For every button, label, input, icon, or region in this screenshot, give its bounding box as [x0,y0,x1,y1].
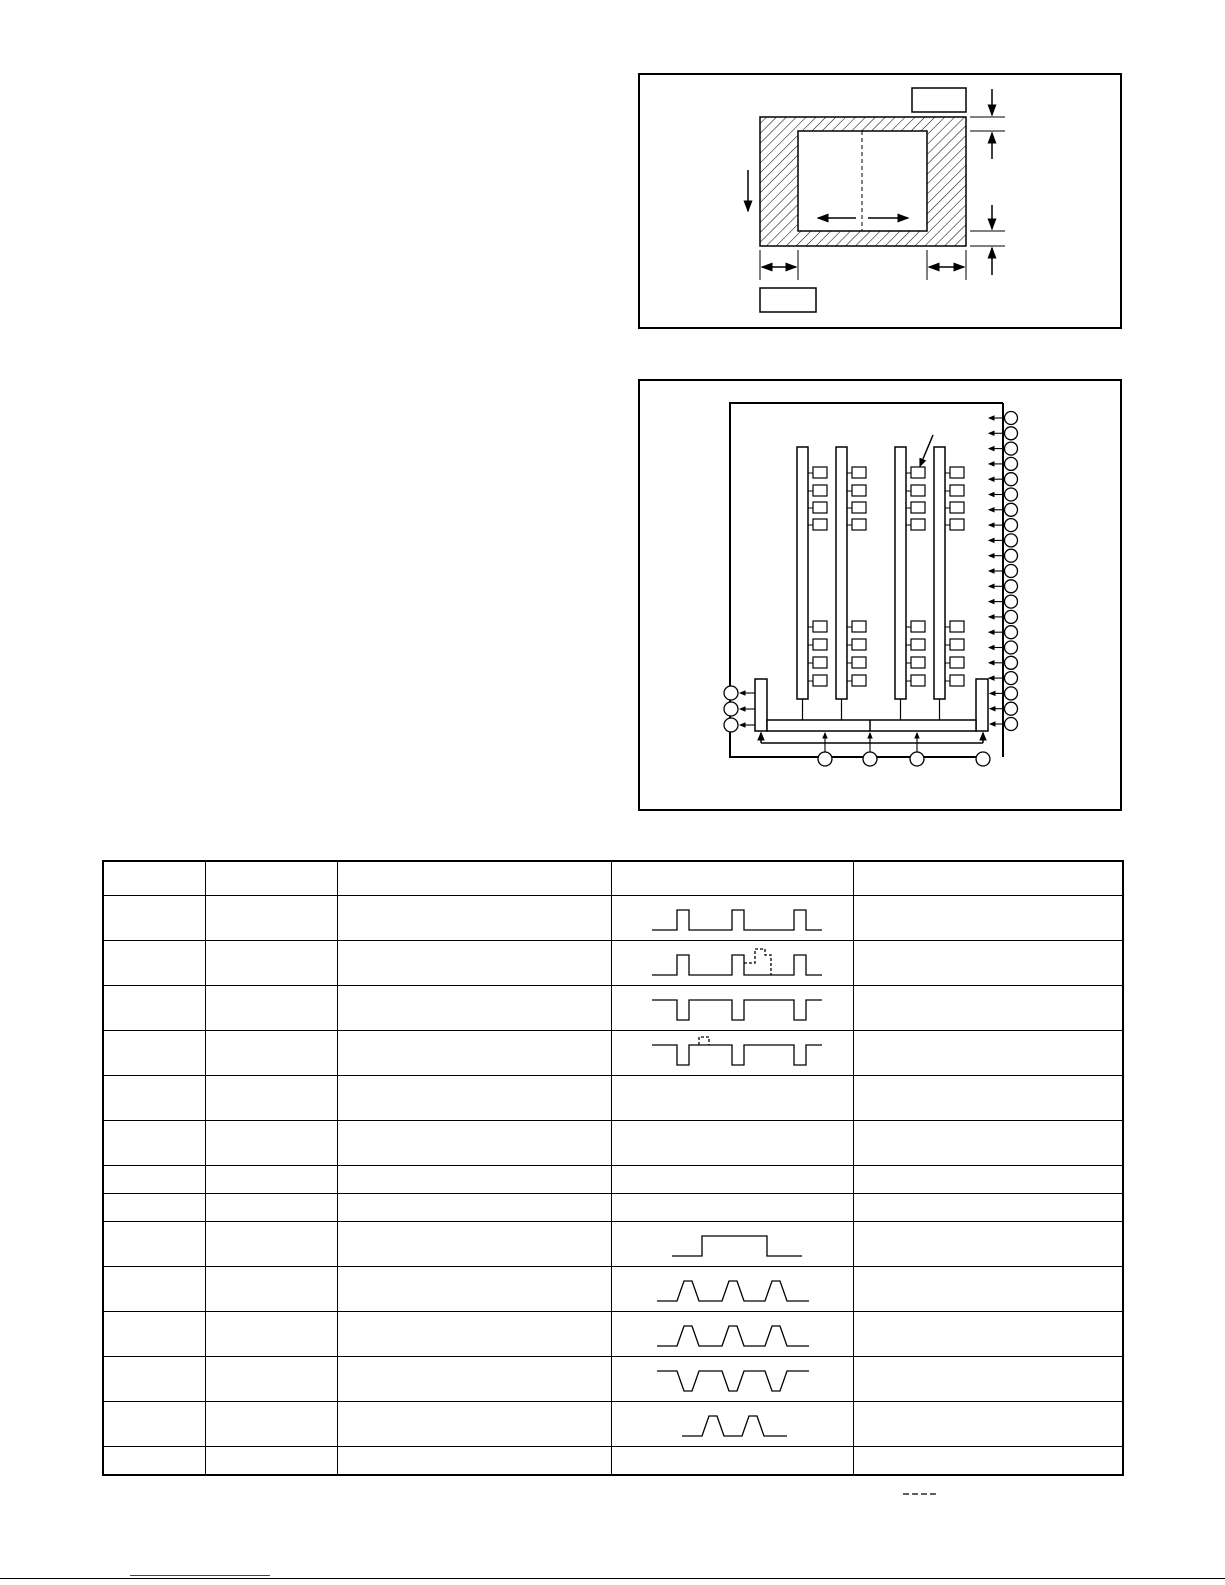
col-header-3 [337,861,611,896]
table-row [103,1166,1123,1194]
table-cell [337,1402,611,1447]
pixel-cell [911,621,925,632]
waveform-pulse-low-3-dashed [637,1035,827,1071]
right-terminal-pin [1005,687,1018,700]
table-row [103,1402,1123,1447]
table-row [103,896,1123,941]
waveform-trace [652,1000,822,1020]
pixel-cell [852,621,866,632]
table-cell [205,1076,337,1121]
table-row [103,1222,1123,1267]
pixel-cell [950,502,964,513]
pixel-cell [950,485,964,496]
waveform-cell [611,1312,853,1357]
table-row [103,1121,1123,1166]
vertical-shift-register-4 [934,447,945,699]
right-terminal-pin [1005,488,1018,501]
table-row [103,1447,1123,1476]
pixel-cell [950,657,964,668]
left-terminal-pin [724,718,738,732]
waveform-cell [611,1031,853,1076]
pixel-cell [813,485,827,496]
right-terminal-pin [1005,565,1018,578]
right-terminal-pin [1005,503,1018,516]
bottom-rule [0,1578,1225,1579]
table-row [103,986,1123,1031]
table-cell [337,1121,611,1166]
waveform-trace [672,1236,802,1256]
left-terminal-pin [724,686,738,700]
table-cell [337,896,611,941]
bottom-terminal-pin [976,752,990,766]
table-cell [853,941,1123,986]
right-terminal-pin [1005,580,1018,593]
table-cell [103,1222,205,1267]
right-terminal-pin [1005,473,1018,486]
col-header-waveform [611,861,853,896]
table-cell [205,986,337,1031]
pixel-cell [911,639,925,650]
waveform-cell [611,986,853,1031]
table-cell [205,1312,337,1357]
waveform-pulse-low-3 [637,990,827,1026]
table-cell [103,1121,205,1166]
waveform-dashed-trace [744,949,771,975]
table-row [103,1357,1123,1402]
waveform-trace [682,1416,787,1436]
table-cell [853,1076,1123,1121]
pixel-cell [911,519,925,530]
waveform-dashed-trace [699,1037,709,1045]
table-cell [103,1267,205,1312]
right-terminal-pin [1005,442,1018,455]
table-cell [853,1031,1123,1076]
table-cell [103,896,205,941]
waveform-cell [611,1447,853,1476]
pixel-cell [813,467,827,478]
table-cell [337,1267,611,1312]
right-terminal-pin [1005,519,1018,532]
table-cell [103,1166,205,1194]
waveform-trapezoid-high-3 [637,1316,827,1352]
waveform-trace [652,1045,822,1065]
waveform-cell [611,1194,853,1222]
table-cell [103,1194,205,1222]
vertical-shift-register-1 [797,447,808,699]
pixel-cell [813,621,827,632]
right-terminal-pin [1005,626,1018,639]
waveform-cell [611,1402,853,1447]
right-terminal-pin [1005,641,1018,654]
right-register [976,679,988,731]
table-cell [103,941,205,986]
right-terminal-pin [1005,534,1018,547]
waveform-trace [657,1371,809,1391]
col-header-1 [103,861,205,896]
pixel-cell [852,502,866,513]
table-row [103,1194,1123,1222]
table-cell [853,1166,1123,1194]
table-cell [337,1031,611,1076]
label-box-top [912,88,966,112]
table-row [103,1312,1123,1357]
pixel-array-diagram [640,381,1120,809]
table-cell [205,1121,337,1166]
right-terminal-pin [1005,549,1018,562]
footer-link-underline[interactable] [130,1575,270,1576]
waveform-wide-pulse [637,1226,827,1262]
table-cell [103,1031,205,1076]
table-cell [853,1402,1123,1447]
table-row [103,1031,1123,1076]
table-cell [103,1312,205,1357]
waveform-cell [611,1076,853,1121]
table-cell [337,1194,611,1222]
waveform-trace [652,955,822,975]
table-cell [103,986,205,1031]
table-cell [205,1447,337,1476]
pixel-cell [852,467,866,478]
waveform-cell [611,1267,853,1312]
waveform-trace [657,1326,809,1346]
table-cell [853,1267,1123,1312]
pixel-cell [813,519,827,530]
pixel-array-figure [638,379,1122,811]
chip-outline [730,403,1003,757]
vertical-shift-register-2 [836,447,847,699]
right-terminal-pin [1005,457,1018,470]
scan-area-figure [638,73,1122,329]
table-cell [205,941,337,986]
left-terminal-pin [724,702,738,716]
table-cell [853,1312,1123,1357]
right-terminal-pin [1005,412,1018,425]
table-cell [205,1222,337,1267]
pixel-cell [950,519,964,530]
pixel-cell [950,639,964,650]
table-cell [853,896,1123,941]
table-cell [337,1166,611,1194]
waveform-cell [611,1222,853,1267]
pixel-cell [813,639,827,650]
table-cell [205,1194,337,1222]
table-cell [103,1402,205,1447]
bottom-terminal-pin [910,752,924,766]
table-row [103,1076,1123,1121]
horizontal-bus [767,720,976,731]
waveform-cell [611,1357,853,1402]
waveform-trace [652,910,822,930]
bottom-terminal-pin [818,752,832,766]
table-cell [103,1076,205,1121]
table-cell [337,1447,611,1476]
table-cell [853,1121,1123,1166]
table-cell [337,1076,611,1121]
waveform-pulse-high-3-dashed [637,945,827,981]
waveform-trapezoid-low-3 [637,1361,827,1397]
pixel-cell [911,485,925,496]
pixel-cell [911,467,925,478]
pixel-cell [852,675,866,686]
right-terminal-pin [1005,656,1018,669]
table-cell [337,1312,611,1357]
waveform-trapezoid-high-2 [637,1406,827,1442]
vertical-shift-register-3 [895,447,906,699]
right-terminal-pin [1005,672,1018,685]
pixel-cell [911,502,925,513]
table-cell [853,1194,1123,1222]
table-cell [205,1357,337,1402]
right-terminal-pin [1005,702,1018,715]
waveform-cell [611,1166,853,1194]
right-terminal-pin [1005,718,1018,731]
pixel-cell [950,621,964,632]
pixel-cell [852,639,866,650]
table-cell [205,1031,337,1076]
table-cell [205,896,337,941]
pixel-cell [911,657,925,668]
table-cell [853,1222,1123,1267]
table-cell [337,941,611,986]
col-header-5 [853,861,1123,896]
waveform-pulse-high-3 [637,900,827,936]
table-cell [205,1166,337,1194]
waveform-cell [611,1121,853,1166]
page-number-dashes [903,1492,937,1496]
pixel-cell [852,485,866,496]
right-terminal-pin [1005,610,1018,623]
waveform-cell [611,896,853,941]
waveform-trapezoid-high-3 [637,1271,827,1307]
table-header-row [103,861,1123,896]
table-cell [103,1447,205,1476]
bottom-terminal-pin [863,752,877,766]
scan-area-diagram [640,75,1120,327]
pixel-cell [852,519,866,530]
table-cell [337,1222,611,1267]
pixel-cell [950,675,964,686]
pixel-cell [950,467,964,478]
waveform-trace [657,1281,809,1301]
pixel-cell [852,657,866,668]
pixel-cell [813,657,827,668]
signal-table [102,860,1124,1476]
right-terminal-pin [1005,595,1018,608]
cell-pointer-arrow [920,435,933,466]
table-cell [853,1357,1123,1402]
pixel-cell [813,502,827,513]
table-cell [337,986,611,1031]
table-row [103,941,1123,986]
table-cell [205,1267,337,1312]
pixel-cell [911,675,925,686]
table-cell [103,1357,205,1402]
table-cell [853,986,1123,1031]
label-box-bottom [760,288,816,312]
pixel-cell [813,675,827,686]
col-header-2 [205,861,337,896]
waveform-cell [611,941,853,986]
table-cell [853,1447,1123,1476]
left-register [755,679,767,731]
table-cell [337,1357,611,1402]
table-row [103,1267,1123,1312]
right-terminal-pin [1005,427,1018,440]
table-cell [205,1402,337,1447]
